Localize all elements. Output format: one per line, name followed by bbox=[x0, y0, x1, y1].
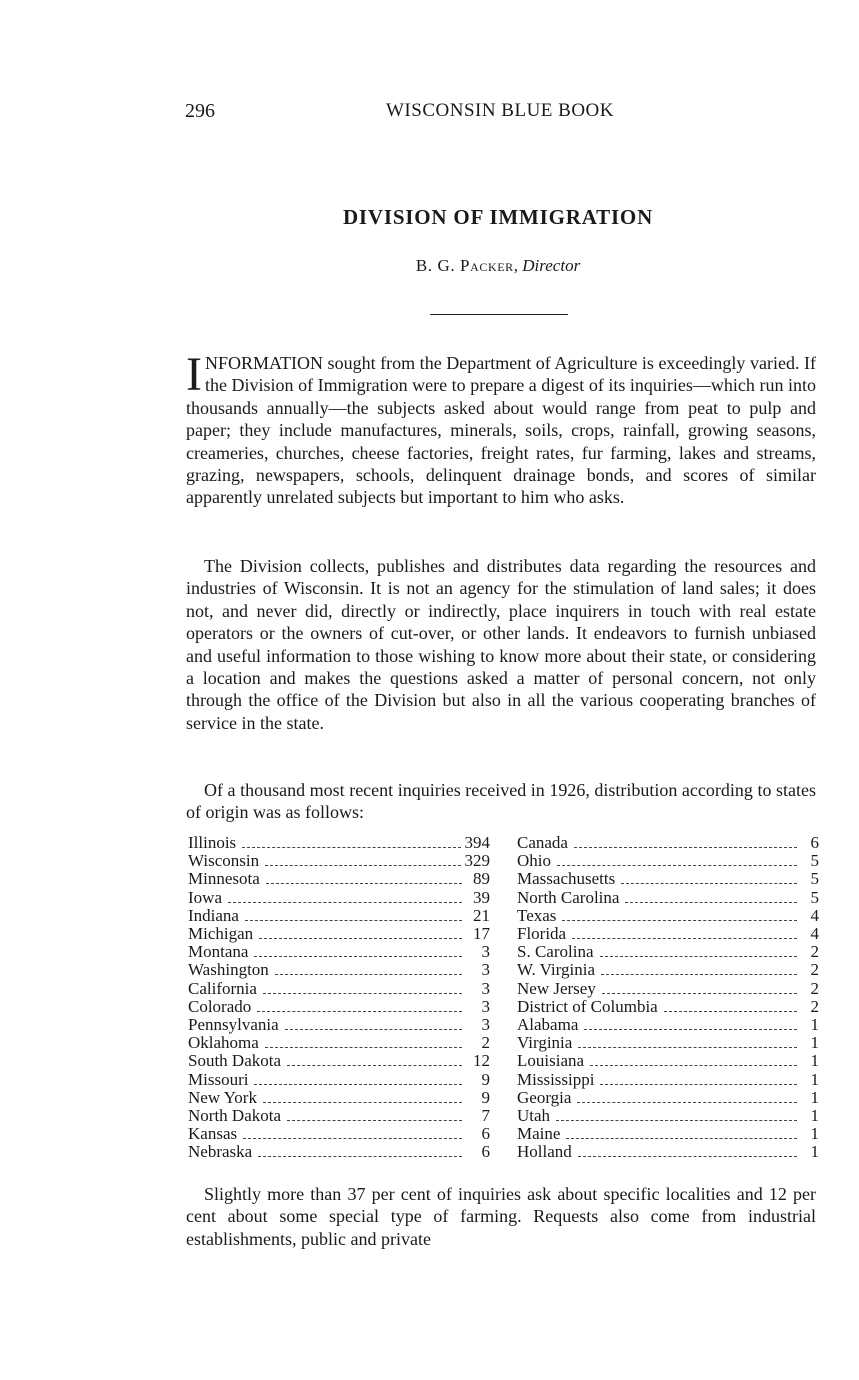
dot-leader bbox=[621, 883, 797, 884]
paragraph-intro-text: NFORMATION sought from the Department of Agriculture is exceedingly varied. If the Division of Immigration were to prepare a digest of its inquiries—which run into thousands annually—the subjects asked about would range from peat to pulp and paper; they include manufactures, minerals, soils, crops, rainfall, growing seasons, creameries, churches, cheese factories, freight rates, fur farming, lakes and streams, grazing, newspapers, schools, delinquent drainage bonds, and scores of similar apparently unrelated subjects but important to him who asks. bbox=[186, 353, 816, 508]
inquiry-row bbox=[188, 1107, 490, 1125]
inquiry-count: 21 bbox=[473, 905, 490, 925]
inquiries-column-left bbox=[188, 834, 490, 1162]
state-name: Alabama bbox=[517, 1015, 579, 1035]
inquiry-count: 6 bbox=[481, 1124, 490, 1144]
inquiry-count: 1 bbox=[810, 1033, 819, 1053]
state-name: New Jersey bbox=[517, 978, 596, 998]
inquiry-count: 3 bbox=[481, 1015, 490, 1035]
inquiry-row bbox=[188, 889, 490, 907]
inquiry-row bbox=[188, 1034, 490, 1052]
inquiry-count: 17 bbox=[473, 924, 490, 944]
inquiry-count: 3 bbox=[481, 942, 490, 962]
dot-leader bbox=[245, 920, 462, 921]
state-name: Michigan bbox=[188, 924, 254, 944]
dot-leader bbox=[556, 1120, 797, 1121]
inquiry-count: 1 bbox=[810, 1087, 819, 1107]
dot-leader bbox=[600, 956, 798, 957]
state-name: New York bbox=[188, 1087, 257, 1107]
inquiry-row bbox=[188, 980, 490, 998]
inquiry-count: 39 bbox=[473, 887, 490, 907]
inquiry-row bbox=[517, 980, 819, 998]
paragraph-distribution bbox=[186, 779, 816, 824]
inquiry-count: 6 bbox=[481, 1142, 490, 1162]
inquiry-count: 3 bbox=[481, 978, 490, 998]
state-name: Indiana bbox=[188, 905, 239, 925]
dot-leader bbox=[584, 1029, 797, 1030]
inquiry-count: 3 bbox=[481, 960, 490, 980]
dot-leader bbox=[257, 1011, 462, 1012]
inquiry-count: 2 bbox=[810, 942, 819, 962]
inquiry-count: 12 bbox=[473, 1051, 490, 1071]
inquiry-count: 3 bbox=[481, 996, 490, 1016]
paragraph-localities-text: Slightly more than 37 per cent of inquiries ask about specific localities and 12 per cent about some special type of farming. Requests also come from industrial establishments, public and private bbox=[186, 1184, 816, 1249]
inquiry-row bbox=[517, 1107, 819, 1125]
dot-leader bbox=[254, 1084, 462, 1085]
dot-leader bbox=[600, 1084, 797, 1085]
dot-leader bbox=[578, 1156, 797, 1157]
inquiry-row bbox=[517, 1071, 819, 1089]
dot-leader bbox=[242, 847, 460, 848]
state-name: Virginia bbox=[517, 1033, 573, 1053]
dot-leader bbox=[572, 938, 797, 939]
state-name: Pennsylvania bbox=[188, 1015, 279, 1035]
inquiry-count: 89 bbox=[473, 869, 490, 889]
inquiries-column-right bbox=[517, 834, 819, 1162]
state-name: Utah bbox=[517, 1106, 551, 1126]
inquiry-row bbox=[188, 1071, 490, 1089]
inquiry-count: 5 bbox=[810, 887, 819, 907]
inquiry-row bbox=[188, 907, 490, 925]
state-name: Iowa bbox=[188, 887, 222, 907]
inquiry-row bbox=[188, 870, 490, 888]
dot-leader bbox=[574, 847, 797, 848]
director-name: B. G. Packer bbox=[415, 256, 514, 275]
inquiry-row bbox=[517, 943, 819, 961]
inquiry-row bbox=[517, 852, 819, 870]
dot-leader bbox=[254, 956, 462, 957]
title-divider bbox=[430, 314, 568, 315]
inquiry-row bbox=[188, 998, 490, 1016]
inquiry-count: 329 bbox=[464, 851, 490, 871]
dot-leader bbox=[287, 1120, 462, 1121]
inquiry-count: 9 bbox=[481, 1069, 490, 1089]
state-name: Texas bbox=[517, 905, 557, 925]
dot-leader bbox=[557, 865, 797, 866]
inquiry-count: 4 bbox=[810, 905, 819, 925]
dot-leader bbox=[265, 865, 460, 866]
inquiry-count: 1 bbox=[810, 1142, 819, 1162]
dot-leader bbox=[664, 1011, 797, 1012]
paragraph-distribution-text: Of a thousand most recent inquiries received in 1926, distribution according to states of origin was as follows: bbox=[186, 780, 816, 823]
inquiry-count: 1 bbox=[810, 1015, 819, 1035]
dot-leader bbox=[287, 1065, 462, 1066]
paragraph-localities bbox=[186, 1183, 816, 1250]
inquiry-row bbox=[517, 1034, 819, 1052]
dot-leader bbox=[578, 1047, 797, 1048]
state-name: Ohio bbox=[517, 851, 551, 871]
inquiry-row bbox=[188, 1089, 490, 1107]
inquiry-count: 7 bbox=[481, 1106, 490, 1126]
state-name: Maine bbox=[517, 1124, 561, 1144]
dot-leader bbox=[263, 993, 462, 994]
state-name: Georgia bbox=[517, 1087, 572, 1107]
inquiry-row bbox=[188, 943, 490, 961]
state-name: Massachusetts bbox=[517, 869, 616, 889]
inquiry-row bbox=[517, 961, 819, 979]
inquiry-count: 2 bbox=[810, 996, 819, 1016]
section-title: DIVISION OF IMMIGRATION bbox=[342, 205, 654, 229]
state-name: California bbox=[188, 978, 257, 998]
byline: B. G. Packer, Director bbox=[415, 256, 581, 275]
paragraph-division bbox=[186, 555, 816, 734]
state-name: Colorado bbox=[188, 996, 252, 1016]
state-name: Oklahoma bbox=[188, 1033, 259, 1053]
inquiry-row bbox=[517, 1089, 819, 1107]
dot-leader bbox=[265, 1047, 462, 1048]
inquiry-row bbox=[517, 925, 819, 943]
dot-leader bbox=[590, 1065, 797, 1066]
dot-leader bbox=[601, 974, 797, 975]
dot-leader bbox=[275, 974, 462, 975]
paragraph-division-text: The Division collects, publishes and distributes data regarding the resources and industries of Wisconsin. It is not an agency for the stimulation of land sales; it does not, and never did, directly or indirectly, place inquirers in touch with real estate operators or the owners of cut-over, or other lands. It endeavors to furnish unbiased and useful information to those wishing to know more about their state, or considering a location and makes the questions asked a matter of personal concern, not only through the office of the Division but also in all the various cooperating branches of service in the state. bbox=[186, 556, 816, 733]
inquiry-count: 9 bbox=[481, 1087, 490, 1107]
inquiry-row bbox=[517, 834, 819, 852]
state-name: Florida bbox=[517, 924, 567, 944]
state-name: District of Columbia bbox=[517, 996, 658, 1016]
page-number: 296 bbox=[185, 100, 215, 122]
running-head: WISCONSIN BLUE BOOK bbox=[386, 100, 614, 121]
dot-leader bbox=[228, 902, 462, 903]
inquiry-row bbox=[188, 852, 490, 870]
state-name: Washington bbox=[188, 960, 269, 980]
inquiry-row bbox=[517, 889, 819, 907]
inquiry-row bbox=[188, 1052, 490, 1070]
inquiry-count: 2 bbox=[810, 978, 819, 998]
inquiry-count: 5 bbox=[810, 869, 819, 889]
dot-leader bbox=[266, 883, 462, 884]
inquiry-count: 1 bbox=[810, 1106, 819, 1126]
inquiry-row bbox=[517, 907, 819, 925]
state-name: Minnesota bbox=[188, 869, 260, 889]
dot-leader bbox=[566, 1138, 797, 1139]
inquiry-count: 2 bbox=[810, 960, 819, 980]
state-name: Illinois bbox=[188, 833, 237, 852]
inquiry-row bbox=[188, 1125, 490, 1143]
inquiry-count: 1 bbox=[810, 1069, 819, 1089]
dot-leader bbox=[577, 1102, 797, 1103]
inquiry-count: 1 bbox=[810, 1124, 819, 1144]
state-name: W. Virginia bbox=[517, 960, 596, 980]
state-name: S. Carolina bbox=[517, 942, 594, 962]
inquiry-row bbox=[517, 1143, 819, 1161]
inquiry-count: 2 bbox=[481, 1033, 490, 1053]
state-name: Nebraska bbox=[188, 1142, 253, 1162]
inquiry-row bbox=[188, 961, 490, 979]
inquiry-row bbox=[188, 1143, 490, 1161]
director-role: Director bbox=[522, 256, 581, 275]
state-name: South Dakota bbox=[188, 1051, 282, 1071]
state-name: Wisconsin bbox=[188, 851, 260, 871]
inquiry-row bbox=[188, 1016, 490, 1034]
state-name: North Dakota bbox=[188, 1106, 282, 1126]
state-name: Canada bbox=[517, 833, 568, 852]
inquiry-count: 1 bbox=[810, 1051, 819, 1071]
state-name: North Carolina bbox=[517, 887, 620, 907]
inquiry-row bbox=[517, 1016, 819, 1034]
inquiry-row bbox=[517, 1125, 819, 1143]
paragraph-intro bbox=[186, 348, 816, 509]
inquiry-row bbox=[188, 834, 490, 852]
state-name: Mississippi bbox=[517, 1069, 595, 1089]
dot-leader bbox=[562, 920, 797, 921]
inquiry-row bbox=[517, 870, 819, 888]
dot-leader bbox=[602, 993, 797, 994]
inquiry-row bbox=[188, 925, 490, 943]
dot-leader bbox=[243, 1138, 462, 1139]
dot-leader bbox=[258, 1156, 462, 1157]
inquiry-row bbox=[517, 1052, 819, 1070]
state-name: Montana bbox=[188, 942, 249, 962]
dot-leader bbox=[259, 938, 462, 939]
inquiry-row bbox=[517, 998, 819, 1016]
state-name: Louisiana bbox=[517, 1051, 585, 1071]
dot-leader bbox=[625, 902, 797, 903]
drop-cap: I bbox=[186, 348, 202, 401]
state-name: Missouri bbox=[188, 1069, 249, 1089]
inquiry-count: 6 bbox=[810, 833, 819, 852]
inquiry-count: 4 bbox=[810, 924, 819, 944]
inquiry-count: 394 bbox=[464, 833, 490, 852]
dot-leader bbox=[285, 1029, 462, 1030]
state-name: Kansas bbox=[188, 1124, 238, 1144]
inquiry-count: 5 bbox=[810, 851, 819, 871]
state-name: Holland bbox=[517, 1142, 572, 1162]
dot-leader bbox=[263, 1102, 462, 1103]
